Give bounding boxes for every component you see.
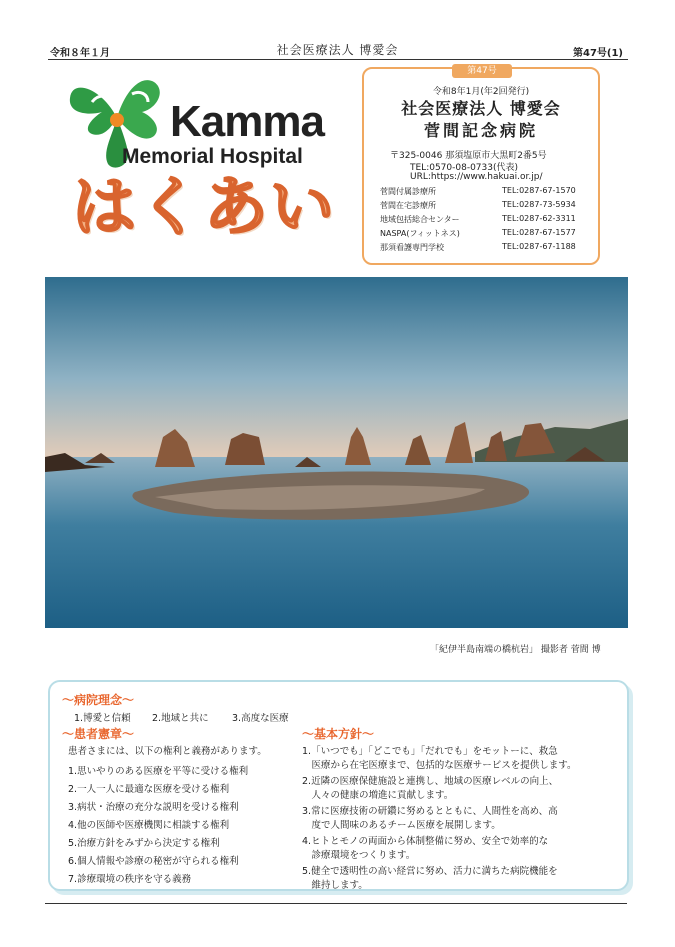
charter-title: ～患者憲章～	[62, 727, 135, 741]
charter-item: 4.他の医師や医療機関に相談する権利	[68, 820, 230, 831]
header-date: 令和８年１月	[50, 48, 110, 59]
main-tel: TEL:0570-08-0733(代表)	[410, 163, 519, 173]
facility-name: 那須看護専門学校	[380, 243, 444, 252]
charter-item: 2.一人一人に最適な医療を受ける権利	[68, 784, 230, 795]
org-name: 社会医療法人 博愛会	[401, 99, 561, 118]
philosophy-title: ～病院理念～	[62, 693, 135, 707]
charter-item: 6.個人情報や診療の秘密が守られる権利	[68, 856, 239, 867]
policy-line: 医療から在宅医療まで、包括的な医療サービスを提供します。	[302, 760, 577, 771]
policy-line: 5.健全で透明性の高い経営に努め、活力に満ちた病院機能を	[302, 866, 558, 877]
charter-item: 5.治療方針をみずから決定する権利	[68, 838, 220, 849]
header-org: 社会医療法人 博愛会	[276, 43, 399, 57]
facility-tel: TEL:0287-73-5934	[502, 200, 576, 209]
policy-line: 人々の健康の増進に貢献します。	[302, 790, 454, 801]
policy-line: 4.ヒトとモノの両面から体制整備に努め、安全で効率的な	[302, 836, 549, 847]
website-url[interactable]: URL:https://www.hakuai.or.jp/	[410, 172, 543, 182]
charter-item: 7.診療環境の秩序を守る義務	[68, 874, 192, 885]
cover-photo	[45, 277, 628, 628]
charter-intro: 患者さまには、以下の権利と義務があります。	[68, 746, 267, 757]
charter-item: 1.思いやりのある医療を平等に受ける権利	[68, 766, 249, 777]
facility-tel: TEL:0287-67-1570	[502, 186, 576, 195]
facility-name: 菅間在宅診療所	[380, 201, 436, 210]
issue-date: 令和8年1月(年2回発行)	[432, 87, 530, 97]
philosophy-item: 1.博愛と信頼	[74, 713, 131, 724]
charter-item: 3.病状・治療の充分な説明を受ける権利	[68, 802, 239, 813]
facility-name: 菅間付属診療所	[380, 187, 436, 196]
facility-tel: TEL:0287-67-1577	[502, 228, 576, 237]
footer-divider	[45, 903, 627, 904]
header-issue: 第47号(1)	[572, 48, 623, 59]
facility-name: 地域包括総合センター	[380, 215, 460, 224]
newsletter-title: はくあい	[72, 170, 336, 245]
header-divider	[48, 59, 628, 60]
philosophy-item: 3.高度な医療	[232, 713, 289, 724]
logo-text-kamma: Kamma	[170, 97, 324, 146]
policy-line: 2.近隣の医療保健施設と連携し、地域の医療レベルの向上、	[302, 776, 559, 787]
address: 〒325-0046 那須塩原市大黒町2番5号	[390, 151, 547, 161]
policy-line: 1.「いつでも」「どこでも」「だれでも」をモットーに、救急	[302, 746, 558, 757]
logo-text-memorial-hospital: Memorial Hospital	[122, 145, 303, 168]
philosophy-item: 2.地域と共に	[152, 713, 209, 724]
policy-title: ～基本方針～	[302, 727, 375, 741]
hospital-name: 菅間記念病院	[423, 121, 538, 140]
photo-caption: 「紀伊半島南端の橋杭岩」 撮影者 菅間 博	[430, 645, 601, 655]
policy-line: 3.常に医療技術の研鑽に努めるとともに、人間性を高め、高	[302, 806, 558, 817]
facility-name: NASPA(フィットネス)	[380, 229, 460, 238]
policy-line: 診療環境をつくります。	[302, 850, 416, 861]
policy-line: 維持します。	[302, 880, 368, 891]
policy-line: 度で人間味のあるチーム医療を展開します。	[302, 820, 501, 831]
facility-tel: TEL:0287-67-1188	[502, 242, 576, 251]
issue-tag: 第47号	[452, 64, 512, 78]
facility-tel: TEL:0287-62-3311	[502, 214, 576, 223]
